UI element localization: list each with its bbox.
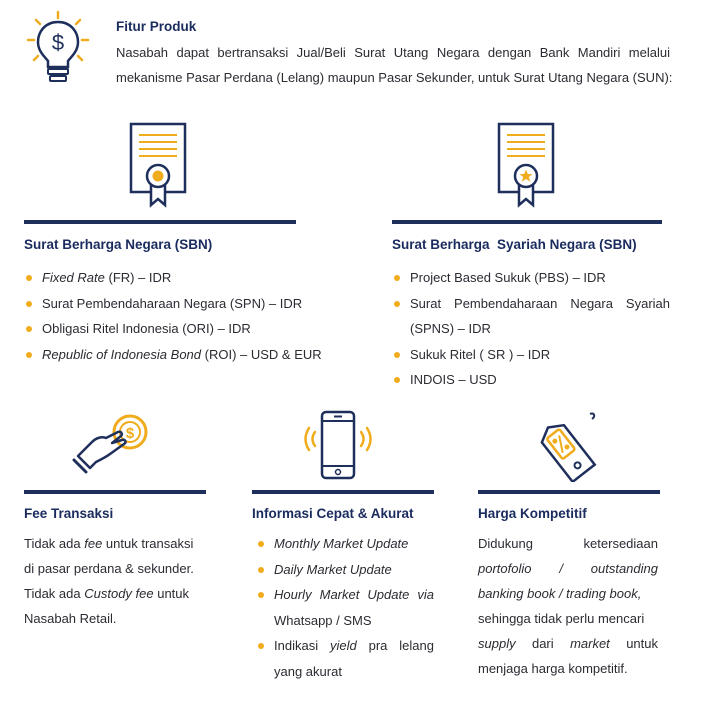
- list-item: Surat Pembendaharaan Negara Syariah: [392, 291, 670, 317]
- list-item: Daily Market Update: [256, 557, 434, 583]
- list-item: Fixed Rate (FR) – IDR: [24, 265, 324, 291]
- lightbulb-dollar-icon: [24, 10, 92, 86]
- sbsn-list: [392, 265, 670, 393]
- sbsn-title: Surat Berharga Syariah Negara (SBN): [392, 237, 637, 252]
- intro-title: Fitur Produk: [116, 19, 197, 34]
- list-item: Indikasi yield pra lelang yang akurat: [256, 633, 434, 684]
- list-item: Monthly Market Update: [256, 531, 434, 557]
- intro-line-1: Nasabah dapat bertransaksi Jual/Beli Surat Utang Negara dengan Bank Mandiri melalui: [116, 45, 670, 60]
- info-list: [256, 531, 434, 684]
- info-divider: [252, 490, 434, 494]
- sbn-divider: [24, 220, 296, 224]
- fee-divider: [24, 490, 206, 494]
- list-item: Project Based Sukuk (PBS) – IDR: [392, 265, 670, 291]
- list-item: INDOIS – USD: [392, 367, 670, 393]
- hand-coin-icon: [72, 410, 152, 480]
- info-title: Informasi Cepat & Akurat: [252, 506, 414, 521]
- svg-text:$: $: [51, 30, 65, 55]
- price-tag-percent-icon: [528, 410, 600, 482]
- intro-line-2: mekanisme Pasar Perdana (Lelang) maupun Pasar Sekunder, untuk Surat Utang Negara (SUN):: [116, 70, 673, 85]
- list-item: Surat Pembendaharaan Negara (SPN) – IDR: [24, 291, 324, 317]
- sbsn-divider: [392, 220, 662, 224]
- svg-text:$: $: [125, 425, 135, 442]
- list-item: Republic of Indonesia Bond (ROI) – USD & EUR: [24, 342, 324, 368]
- harga-text: Didukung ketersediaan portofolio / outstanding banking book / trading book, sehingga tidak perlu mencari supply dari market untuk menjaga harga kompetitif.: [478, 536, 658, 676]
- list-item: Sukuk Ritel ( SR ) – IDR: [392, 342, 670, 368]
- smartphone-icon: [302, 408, 374, 482]
- harga-title: Harga Kompetitif: [478, 506, 587, 521]
- sbn-list: [24, 265, 324, 367]
- sbn-title: Surat Berharga Negara (SBN): [24, 237, 213, 252]
- harga-divider: [478, 490, 660, 494]
- list-item: Obligasi Ritel Indonesia (ORI) – IDR: [24, 316, 324, 342]
- certificate-icon: [127, 121, 191, 211]
- list-item-continued: (SPNS) – IDR: [410, 321, 491, 336]
- certificate-star-icon: [495, 121, 559, 211]
- fee-text: Tidak ada fee untuk transaksi di pasar perdana & sekunder. Tidak ada Custody fee untuk Nasabah Retail.: [24, 536, 194, 626]
- list-item: Hourly Market Update via Whatsapp / SMS: [256, 582, 434, 633]
- fee-title: Fee Transaksi: [24, 506, 114, 521]
